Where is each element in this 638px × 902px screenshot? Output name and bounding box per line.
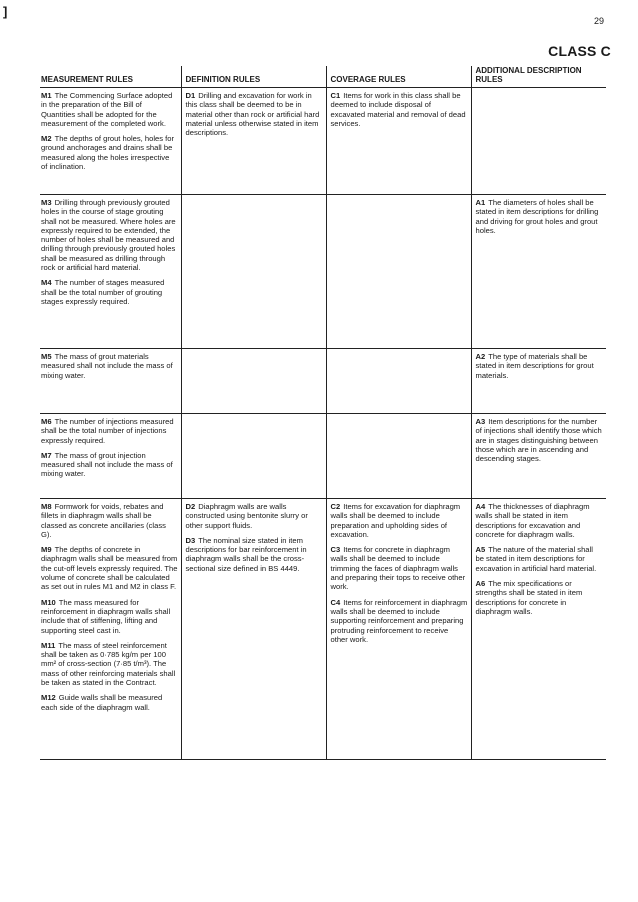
rule-code: A2 bbox=[475, 352, 486, 361]
coverage-cell bbox=[326, 349, 471, 414]
table-row bbox=[40, 349, 606, 414]
rule-text: Formwork for voids, rebates and fillets in diaphragm walls shall be classed as concrete ancillaries (class G). bbox=[41, 502, 166, 539]
measurement-cell bbox=[40, 499, 181, 760]
table-row bbox=[40, 195, 606, 349]
rule-code: A5 bbox=[475, 545, 486, 555]
rule-code: C3 bbox=[330, 545, 341, 555]
rule-code: M10 bbox=[41, 597, 56, 607]
rule-text: The mix specifications or strengths shall be stated in item descriptions for concrete in diaphragm walls. bbox=[475, 579, 583, 616]
header-definition-rules: DEFINITION RULES bbox=[181, 66, 326, 88]
rule-text: Items for excavation for diaphragm walls shall be deemed to include preparation and upholding sides of excavation. bbox=[330, 502, 461, 539]
measurement-cell bbox=[40, 414, 181, 499]
rule-text: Item descriptions for the number of injections shall identify those which are in stages distinguishing between those which are in ascending and descending stages. bbox=[475, 417, 602, 464]
rule-text: The depths of concrete in diaphragm walls shall be measured from the cut-off levels expressly required. The volume of concrete shall be calculated as set out in rules M1 and M2 in class F. bbox=[41, 545, 178, 592]
coverage-cell bbox=[326, 499, 471, 760]
rule-item bbox=[41, 134, 178, 171]
rule-item bbox=[331, 91, 468, 128]
rule-text: Drilling and excavation for work in this class shall be deemed to be in material other than rock or artificial hard material unless otherwise stated in item descriptions. bbox=[185, 91, 320, 138]
rule-text: The mass of grout materials measured shall not include the mass of mixing water. bbox=[41, 352, 173, 380]
rule-text: The nominal size stated in item descriptions for bar reinforcement in diaphragm walls shall be the cross-sectional size defined in BS 4449. bbox=[185, 535, 307, 573]
rule-code: M3 bbox=[41, 198, 52, 207]
rule-code: D3 bbox=[185, 535, 196, 545]
rule-code: D1 bbox=[185, 91, 196, 100]
rule-text: The nature of the material shall be stated in item descriptions for excavation in artificial hard material. bbox=[475, 545, 597, 573]
rule-item bbox=[331, 545, 468, 591]
header-measurement-rules: MEASUREMENT RULES bbox=[40, 66, 181, 88]
rule-code: C2 bbox=[330, 502, 341, 511]
rule-text: Items for concrete in diaphragm walls shall be deemed to include trimming the faces of diaphragm walls and preparing their tops to receive other work. bbox=[330, 545, 466, 592]
rule-item bbox=[41, 417, 178, 445]
measurement-cell bbox=[40, 195, 181, 349]
additional-cell bbox=[471, 195, 606, 349]
header-additional-description-rules: ADDITIONAL DESCRIPTION RULES bbox=[471, 66, 606, 88]
rule-code: M5 bbox=[41, 352, 52, 361]
rule-text: The mass of grout injection measured shall not include the mass of mixing water. bbox=[41, 450, 173, 479]
rule-code: M6 bbox=[41, 417, 52, 426]
definition-cell bbox=[181, 414, 326, 499]
rule-code: A3 bbox=[475, 417, 486, 426]
rule-code: A4 bbox=[475, 502, 486, 511]
header-coverage-rules: COVERAGE RULES bbox=[326, 66, 471, 88]
rule-item bbox=[41, 693, 178, 712]
rule-code: A6 bbox=[475, 579, 486, 589]
measurement-cell bbox=[40, 349, 181, 414]
rule-text: Drilling through previously grouted holes in the course of stage grouting shall not be measured. Where holes are expressly required to be extended, the number of holes shall be measured and drilling through previously grouted holes shall be measured as drilling through rock or artificial hard material. bbox=[41, 198, 176, 273]
rule-item bbox=[41, 451, 178, 479]
table-row bbox=[40, 414, 606, 499]
rules-table bbox=[40, 66, 606, 760]
coverage-cell bbox=[326, 88, 471, 195]
page-number: 29 bbox=[593, 16, 604, 26]
table-row bbox=[40, 88, 606, 195]
rule-item bbox=[41, 91, 178, 128]
rule-code: D2 bbox=[185, 502, 196, 511]
class-title: CLASS C bbox=[548, 43, 611, 59]
measurement-cell bbox=[40, 88, 181, 195]
definition-cell bbox=[181, 499, 326, 760]
rule-text: The number of stages measured shall be the total number of grouting stages expressly required. bbox=[41, 278, 165, 306]
additional-cell bbox=[471, 88, 606, 195]
rule-item bbox=[476, 545, 604, 573]
rule-item bbox=[331, 598, 468, 644]
rule-code: C4 bbox=[330, 597, 341, 607]
rule-text: Items for reinforcement in diaphragm walls shall be deemed to include supporting reinforcement and preparing protruding reinforcement to receive other work. bbox=[330, 597, 468, 644]
rule-text: The type of materials shall be stated in item descriptions for grout materials. bbox=[475, 352, 594, 380]
rule-item bbox=[186, 502, 323, 530]
rule-code: M8 bbox=[41, 502, 52, 511]
rule-code: M4 bbox=[41, 278, 52, 288]
rule-text: Diaphragm walls are walls constructed using bentonite slurry or other support fluids. bbox=[185, 502, 308, 530]
rule-item bbox=[41, 545, 178, 591]
rule-item bbox=[41, 198, 178, 272]
rule-item bbox=[476, 352, 604, 380]
rule-item bbox=[41, 352, 178, 380]
rule-code: M12 bbox=[41, 693, 56, 703]
additional-cell bbox=[471, 499, 606, 760]
rule-text: The mass of steel reinforcement shall be taken as 0·785 kg/m per 100 mm² of cross-section (7·85 t/m³). The mass of other reinforcing materials shall be taken as stated in the Contract. bbox=[41, 640, 176, 688]
definition-cell bbox=[181, 88, 326, 195]
rule-item bbox=[41, 278, 178, 306]
rule-text: The thicknesses of diaphragm walls shall be stated in item descriptions for excavation and concrete for diaphragm walls. bbox=[475, 502, 590, 539]
margin-mark: ] bbox=[3, 4, 8, 19]
rule-code: M1 bbox=[41, 91, 52, 100]
rule-text: The number of injections measured shall be the total number of injections expressly required. bbox=[41, 417, 174, 445]
rule-code: M9 bbox=[41, 545, 52, 555]
table-row bbox=[40, 499, 606, 760]
rule-code: A1 bbox=[475, 198, 486, 207]
rule-item bbox=[41, 641, 178, 687]
coverage-cell bbox=[326, 195, 471, 349]
additional-cell bbox=[471, 349, 606, 414]
rule-text: Guide walls shall be measured each side of the diaphragm wall. bbox=[41, 693, 163, 712]
rule-item bbox=[331, 502, 468, 539]
rule-code: M11 bbox=[41, 640, 56, 650]
rule-text: The diameters of holes shall be stated in item descriptions for drilling and driving for grout holes and grout holes. bbox=[475, 198, 599, 235]
rule-text: The Commencing Surface adopted in the preparation of the Bill of Quantities shall be adopted for the measurement of the completed work. bbox=[41, 91, 173, 128]
rule-code: M7 bbox=[41, 450, 52, 460]
rule-item bbox=[476, 502, 604, 539]
rule-item bbox=[186, 91, 323, 137]
rule-text: The mass measured for reinforcement in diaphragm walls shall include that of stiffening, lifting and supporting steel cast in. bbox=[41, 597, 171, 635]
rule-item bbox=[186, 536, 323, 573]
header-row bbox=[40, 66, 606, 88]
definition-cell bbox=[181, 195, 326, 349]
rule-item bbox=[476, 417, 604, 463]
rule-item bbox=[41, 598, 178, 635]
definition-cell bbox=[181, 349, 326, 414]
rule-text: Items for work in this class shall be deemed to include disposal of excavated material and removal of dead services. bbox=[330, 91, 466, 128]
rule-item bbox=[41, 502, 178, 539]
coverage-cell bbox=[326, 414, 471, 499]
rule-item bbox=[476, 579, 604, 616]
rule-item bbox=[476, 198, 604, 235]
rule-text: The depths of grout holes, holes for ground anchorages and drains shall be measured along the holes irrespective of inclination. bbox=[41, 134, 175, 172]
additional-cell bbox=[471, 414, 606, 499]
rule-code: C1 bbox=[330, 91, 341, 100]
rule-code: M2 bbox=[41, 134, 52, 144]
